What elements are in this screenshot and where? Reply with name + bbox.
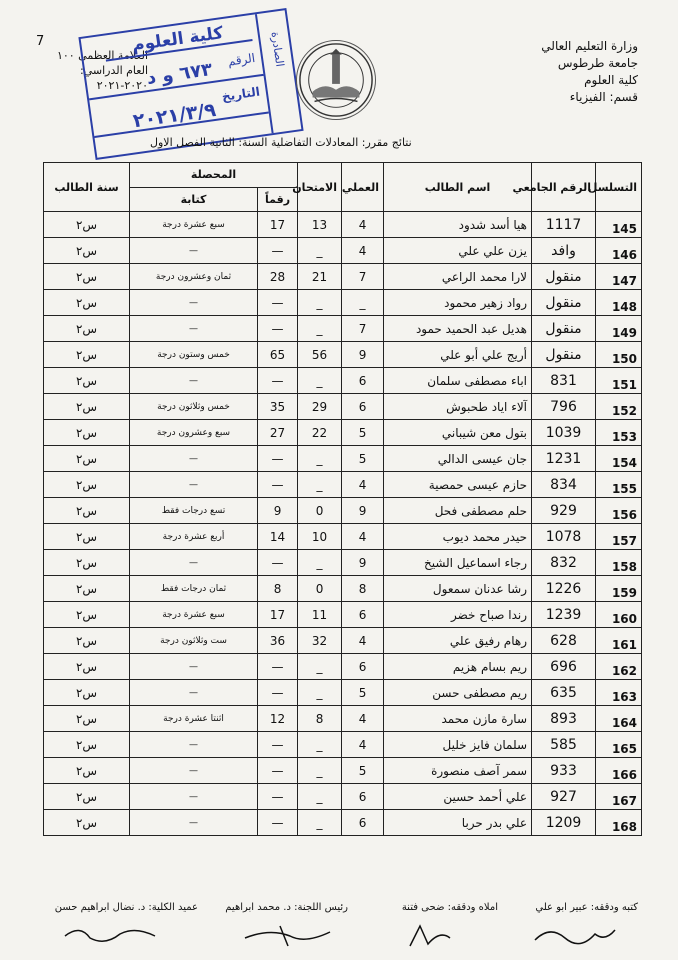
row-total-digits: 14 [258, 524, 298, 550]
table-row [44, 238, 642, 264]
signature-dictator [400, 920, 460, 950]
row-seq [596, 732, 642, 758]
department-name: قسم: الفيزياء [569, 90, 638, 104]
row-student-name: اباء مصطفى سلمان [384, 368, 532, 394]
table-row [44, 524, 642, 550]
row-practical: 6 [342, 602, 384, 628]
row-student-name: رهام رفيق علي [384, 628, 532, 654]
faculty-name: كلية العلوم [584, 73, 638, 87]
row-seq [596, 238, 642, 264]
row-seq-value: 154 [611, 455, 638, 470]
stamp-side-label: الصادرة [268, 30, 287, 68]
row-total-digits: 36 [258, 628, 298, 654]
row-seq [596, 368, 642, 394]
row-seq-value: 166 [611, 767, 638, 782]
row-total-words: ثمان وعشرون درجة [130, 264, 258, 290]
row-practical: 9 [342, 342, 384, 368]
row-total-words: سبع وعشرون درجة [130, 420, 258, 446]
row-practical: 6 [342, 784, 384, 810]
table-row [44, 420, 642, 446]
row-practical: _ [342, 290, 384, 316]
row-total-digits: 27 [258, 420, 298, 446]
row-total-words: سبع عشرة درجة [130, 212, 258, 238]
row-seq [596, 212, 642, 238]
row-seq [596, 472, 642, 498]
row-total-words: أربع عشرة درجة [130, 524, 258, 550]
row-total-words: — [130, 472, 258, 498]
table-row [44, 264, 642, 290]
row-student-name: هديل عبد الحميد حمود [384, 316, 532, 342]
course-results-title: نتائج مقرر: المعادلات التفاضلية السنة: الثانية الفصل الاول [150, 136, 412, 149]
row-seq-value: 167 [611, 793, 638, 808]
row-student-year: س٢ [44, 524, 130, 550]
row-practical: 7 [342, 264, 384, 290]
table-row [44, 498, 642, 524]
row-exam: _ [298, 654, 342, 680]
row-practical: 7 [342, 316, 384, 342]
row-exam: _ [298, 290, 342, 316]
row-exam: 10 [298, 524, 342, 550]
row-seq-value: 145 [611, 221, 638, 236]
row-total-digits: — [258, 784, 298, 810]
table-row [44, 550, 642, 576]
ministry-name: وزارة التعليم العالي [541, 39, 638, 53]
header-words: كتابة [130, 187, 258, 212]
row-univ-id: 831 [532, 368, 596, 394]
university-logo-icon [296, 40, 376, 120]
header-digits: رقماً [258, 187, 298, 212]
row-total-words: خمس وثلاثون درجة [130, 394, 258, 420]
row-total-words: اثنتا عشرة درجة [130, 706, 258, 732]
row-univ-id: 834 [532, 472, 596, 498]
row-total-digits: — [258, 758, 298, 784]
row-total-digits: 65 [258, 342, 298, 368]
row-practical: 4 [342, 472, 384, 498]
row-student-year: س٢ [44, 758, 130, 784]
row-seq-value: 152 [611, 403, 638, 418]
row-student-name: رشا عدنان سمعول [384, 576, 532, 602]
row-total-words: — [130, 654, 258, 680]
row-total-digits: — [258, 680, 298, 706]
row-seq-value: 155 [611, 481, 638, 496]
row-seq-value: 146 [611, 247, 638, 262]
header-seq: التسلسل [596, 163, 642, 212]
row-univ-id: 832 [532, 550, 596, 576]
row-total-digits: — [258, 654, 298, 680]
row-practical: 5 [342, 680, 384, 706]
row-practical: 4 [342, 628, 384, 654]
row-univ-id: منقول [532, 264, 596, 290]
row-student-name: رواد زهير محمود [384, 290, 532, 316]
row-total-digits: 8 [258, 576, 298, 602]
row-seq-value: 148 [611, 299, 638, 314]
row-univ-id: 1117 [532, 212, 596, 238]
row-student-year: س٢ [44, 394, 130, 420]
table-row [44, 368, 642, 394]
table-row [44, 628, 642, 654]
row-total-digits: — [258, 446, 298, 472]
row-exam: 21 [298, 264, 342, 290]
row-student-name: حازم عيسى حمصية [384, 472, 532, 498]
header-exam: الامتحان [298, 163, 342, 212]
row-practical: 5 [342, 420, 384, 446]
row-seq [596, 784, 642, 810]
row-practical: 4 [342, 238, 384, 264]
row-exam: _ [298, 758, 342, 784]
row-seq-value: 158 [611, 559, 638, 574]
row-univ-id: منقول [532, 316, 596, 342]
row-student-name: رجاء اسماعيل الشيخ [384, 550, 532, 576]
table-row [44, 472, 642, 498]
row-student-year: س٢ [44, 550, 130, 576]
table-row [44, 342, 642, 368]
committee-head-label: رئيس اللجنة: د. محمد ابراهيم [225, 902, 348, 913]
row-univ-id: 927 [532, 784, 596, 810]
row-univ-id: 635 [532, 680, 596, 706]
row-exam: 11 [298, 602, 342, 628]
grades-table [43, 162, 642, 836]
table-row [44, 394, 642, 420]
row-student-name: سارة مازن محمد [384, 706, 532, 732]
header-total: المحصلة [130, 163, 298, 188]
row-exam: _ [298, 784, 342, 810]
row-seq [596, 810, 642, 836]
row-seq [596, 394, 642, 420]
row-seq-value: 157 [611, 533, 638, 548]
header-name: اسم الطالب [384, 163, 532, 212]
table-row [44, 290, 642, 316]
row-seq [596, 290, 642, 316]
row-student-name: جان عيسى الدالي [384, 446, 532, 472]
row-total-digits: — [258, 238, 298, 264]
table-row [44, 316, 642, 342]
row-total-words: — [130, 550, 258, 576]
row-student-year: س٢ [44, 680, 130, 706]
row-total-words: — [130, 758, 258, 784]
row-seq-value: 150 [611, 351, 638, 366]
row-exam: _ [298, 550, 342, 576]
row-seq [596, 758, 642, 784]
row-practical: 4 [342, 212, 384, 238]
row-student-year: س٢ [44, 238, 130, 264]
row-practical: 6 [342, 810, 384, 836]
row-seq [596, 316, 642, 342]
row-exam: 56 [298, 342, 342, 368]
row-student-name: لارا محمد الراعي [384, 264, 532, 290]
row-student-name: بتول معن شيباني [384, 420, 532, 446]
row-student-year: س٢ [44, 654, 130, 680]
row-seq-value: 156 [611, 507, 638, 522]
row-seq-value: 164 [611, 715, 638, 730]
stamp-number-value: ٦٧٣ و د [145, 59, 214, 89]
row-total-digits: — [258, 472, 298, 498]
row-exam: _ [298, 446, 342, 472]
table-body [44, 212, 642, 836]
row-student-name: حيدر محمد ديوب [384, 524, 532, 550]
table-header-row [44, 163, 642, 188]
row-total-digits: — [258, 316, 298, 342]
row-practical: 5 [342, 758, 384, 784]
row-total-words: — [130, 446, 258, 472]
row-seq-value: 147 [611, 273, 638, 288]
row-total-digits: 9 [258, 498, 298, 524]
row-seq [596, 342, 642, 368]
dictated-by-label: املاه ودققه: ضحى فتنة [401, 902, 498, 913]
row-student-year: س٢ [44, 472, 130, 498]
row-total-words: — [130, 732, 258, 758]
row-seq [596, 446, 642, 472]
row-seq-value: 162 [611, 663, 638, 678]
row-student-name: ريم مصطفى حسن [384, 680, 532, 706]
row-student-name: هيا أسد شدود [384, 212, 532, 238]
row-exam: _ [298, 368, 342, 394]
row-student-name: حلم مصطفى فحل [384, 498, 532, 524]
row-seq [596, 576, 642, 602]
row-seq-value: 151 [611, 377, 638, 392]
row-practical: 4 [342, 706, 384, 732]
row-student-name: يزن علي علي [384, 238, 532, 264]
row-seq-value: 168 [611, 819, 638, 834]
row-univ-id: 1209 [532, 810, 596, 836]
row-total-words: — [130, 316, 258, 342]
row-total-words: سبع عشرة درجة [130, 602, 258, 628]
row-univ-id: 929 [532, 498, 596, 524]
row-univ-id: 1039 [532, 420, 596, 446]
row-exam: 32 [298, 628, 342, 654]
table-row [44, 602, 642, 628]
row-exam: 13 [298, 212, 342, 238]
row-seq-value: 153 [611, 429, 638, 444]
row-practical: 5 [342, 446, 384, 472]
row-exam: 0 [298, 576, 342, 602]
signature-dean [60, 920, 160, 950]
row-total-digits: 17 [258, 602, 298, 628]
row-seq [596, 680, 642, 706]
row-student-name: علي أحمد حسين [384, 784, 532, 810]
row-total-digits: — [258, 810, 298, 836]
row-seq [596, 420, 642, 446]
row-student-name: علي بدر حربا [384, 810, 532, 836]
table-row [44, 732, 642, 758]
table-row [44, 784, 642, 810]
row-student-year: س٢ [44, 446, 130, 472]
row-univ-id: 628 [532, 628, 596, 654]
row-practical: 4 [342, 732, 384, 758]
row-student-year: س٢ [44, 628, 130, 654]
row-total-words: خمس وستون درجة [130, 342, 258, 368]
row-univ-id: 585 [532, 732, 596, 758]
row-seq [596, 524, 642, 550]
table-row [44, 810, 642, 836]
max-mark: العلامة العظمى ١٠٠ [56, 49, 148, 62]
row-practical: 6 [342, 368, 384, 394]
written-by-label: كتبه ودققه: عبير ابو علي [535, 902, 638, 913]
row-univ-id: 933 [532, 758, 596, 784]
header-year: سنة الطالب [44, 163, 130, 212]
table-row [44, 706, 642, 732]
row-student-year: س٢ [44, 316, 130, 342]
row-practical: 8 [342, 576, 384, 602]
row-student-name: ريم بسام هزيم [384, 654, 532, 680]
row-practical: 4 [342, 524, 384, 550]
row-seq-value: 160 [611, 611, 638, 626]
row-student-year: س٢ [44, 732, 130, 758]
row-exam: 22 [298, 420, 342, 446]
row-student-name: أريج علي أبو علي [384, 342, 532, 368]
row-total-digits: — [258, 732, 298, 758]
row-seq [596, 628, 642, 654]
row-total-words: ست وثلاثون درجة [130, 628, 258, 654]
row-total-words: — [130, 810, 258, 836]
row-exam: 8 [298, 706, 342, 732]
row-exam: _ [298, 732, 342, 758]
row-univ-id: 796 [532, 394, 596, 420]
header-practical: العملي [342, 163, 384, 212]
row-student-year: س٢ [44, 290, 130, 316]
dean-label: عميد الكلية: د. نضال ابراهيم حسن [54, 902, 198, 913]
row-practical: 6 [342, 654, 384, 680]
row-total-digits: 35 [258, 394, 298, 420]
row-student-year: س٢ [44, 602, 130, 628]
row-total-words: — [130, 680, 258, 706]
row-exam: _ [298, 810, 342, 836]
row-total-digits: 12 [258, 706, 298, 732]
row-seq [596, 550, 642, 576]
row-seq [596, 498, 642, 524]
row-student-year: س٢ [44, 342, 130, 368]
row-student-year: س٢ [44, 498, 130, 524]
row-total-digits: — [258, 368, 298, 394]
row-seq-value: 163 [611, 689, 638, 704]
row-student-year: س٢ [44, 264, 130, 290]
row-total-words: — [130, 368, 258, 394]
table-row [44, 680, 642, 706]
row-student-year: س٢ [44, 706, 130, 732]
row-total-digits: 17 [258, 212, 298, 238]
row-univ-id: وافد [532, 238, 596, 264]
row-student-year: س٢ [44, 576, 130, 602]
row-univ-id: 1078 [532, 524, 596, 550]
stamp-date-label: التاريخ [221, 84, 261, 104]
row-exam: 0 [298, 498, 342, 524]
table-row [44, 212, 642, 238]
row-exam: _ [298, 316, 342, 342]
signature-writer [530, 920, 620, 950]
row-student-year: س٢ [44, 810, 130, 836]
row-exam: _ [298, 472, 342, 498]
stamp-number-label: الرقم [226, 50, 256, 69]
row-total-words: — [130, 784, 258, 810]
row-univ-id: 1239 [532, 602, 596, 628]
row-seq [596, 264, 642, 290]
page-number: 7 [36, 34, 45, 49]
row-exam: 29 [298, 394, 342, 420]
header-univ-id: الرقم الجامعي [532, 163, 596, 212]
table-row [44, 576, 642, 602]
row-total-words: — [130, 290, 258, 316]
row-total-digits: 28 [258, 264, 298, 290]
university-name: جامعة طرطوس [557, 56, 638, 70]
row-total-words: — [130, 238, 258, 264]
row-total-digits: — [258, 290, 298, 316]
row-student-year: س٢ [44, 212, 130, 238]
row-student-name: سمر آصف منصورة [384, 758, 532, 784]
table-row [44, 758, 642, 784]
row-student-name: رندا صباح خضر [384, 602, 532, 628]
row-seq-value: 161 [611, 637, 638, 652]
row-seq [596, 602, 642, 628]
row-total-digits: — [258, 550, 298, 576]
table-row [44, 654, 642, 680]
stamp-title: كلية العلوم [103, 19, 253, 61]
signature-committee-head [240, 920, 340, 950]
row-univ-id: منقول [532, 290, 596, 316]
stamp-date-value: ٢٠٢١/٣/٩ [131, 98, 218, 133]
row-seq [596, 654, 642, 680]
row-total-words: تسع درجات فقط [130, 498, 258, 524]
row-univ-id: منقول [532, 342, 596, 368]
row-seq-value: 159 [611, 585, 638, 600]
row-practical: 9 [342, 498, 384, 524]
row-student-year: س٢ [44, 784, 130, 810]
row-univ-id: 696 [532, 654, 596, 680]
row-student-year: س٢ [44, 420, 130, 446]
row-exam: _ [298, 238, 342, 264]
row-practical: 9 [342, 550, 384, 576]
row-student-year: س٢ [44, 368, 130, 394]
row-practical: 6 [342, 394, 384, 420]
row-total-words: ثمان درجات فقط [130, 576, 258, 602]
row-student-name: سلمان فايز خليل [384, 732, 532, 758]
row-univ-id: 893 [532, 706, 596, 732]
row-univ-id: 1231 [532, 446, 596, 472]
row-seq-value: 149 [611, 325, 638, 340]
table-row [44, 446, 642, 472]
academic-year: العام الدراسي: ٢٠٢٠-٢٠٢١ [79, 64, 148, 92]
row-student-name: آلاء اياد طحبوش [384, 394, 532, 420]
row-seq-value: 165 [611, 741, 638, 756]
row-univ-id: 1226 [532, 576, 596, 602]
row-exam: _ [298, 680, 342, 706]
header-right [541, 38, 638, 106]
row-seq [596, 706, 642, 732]
